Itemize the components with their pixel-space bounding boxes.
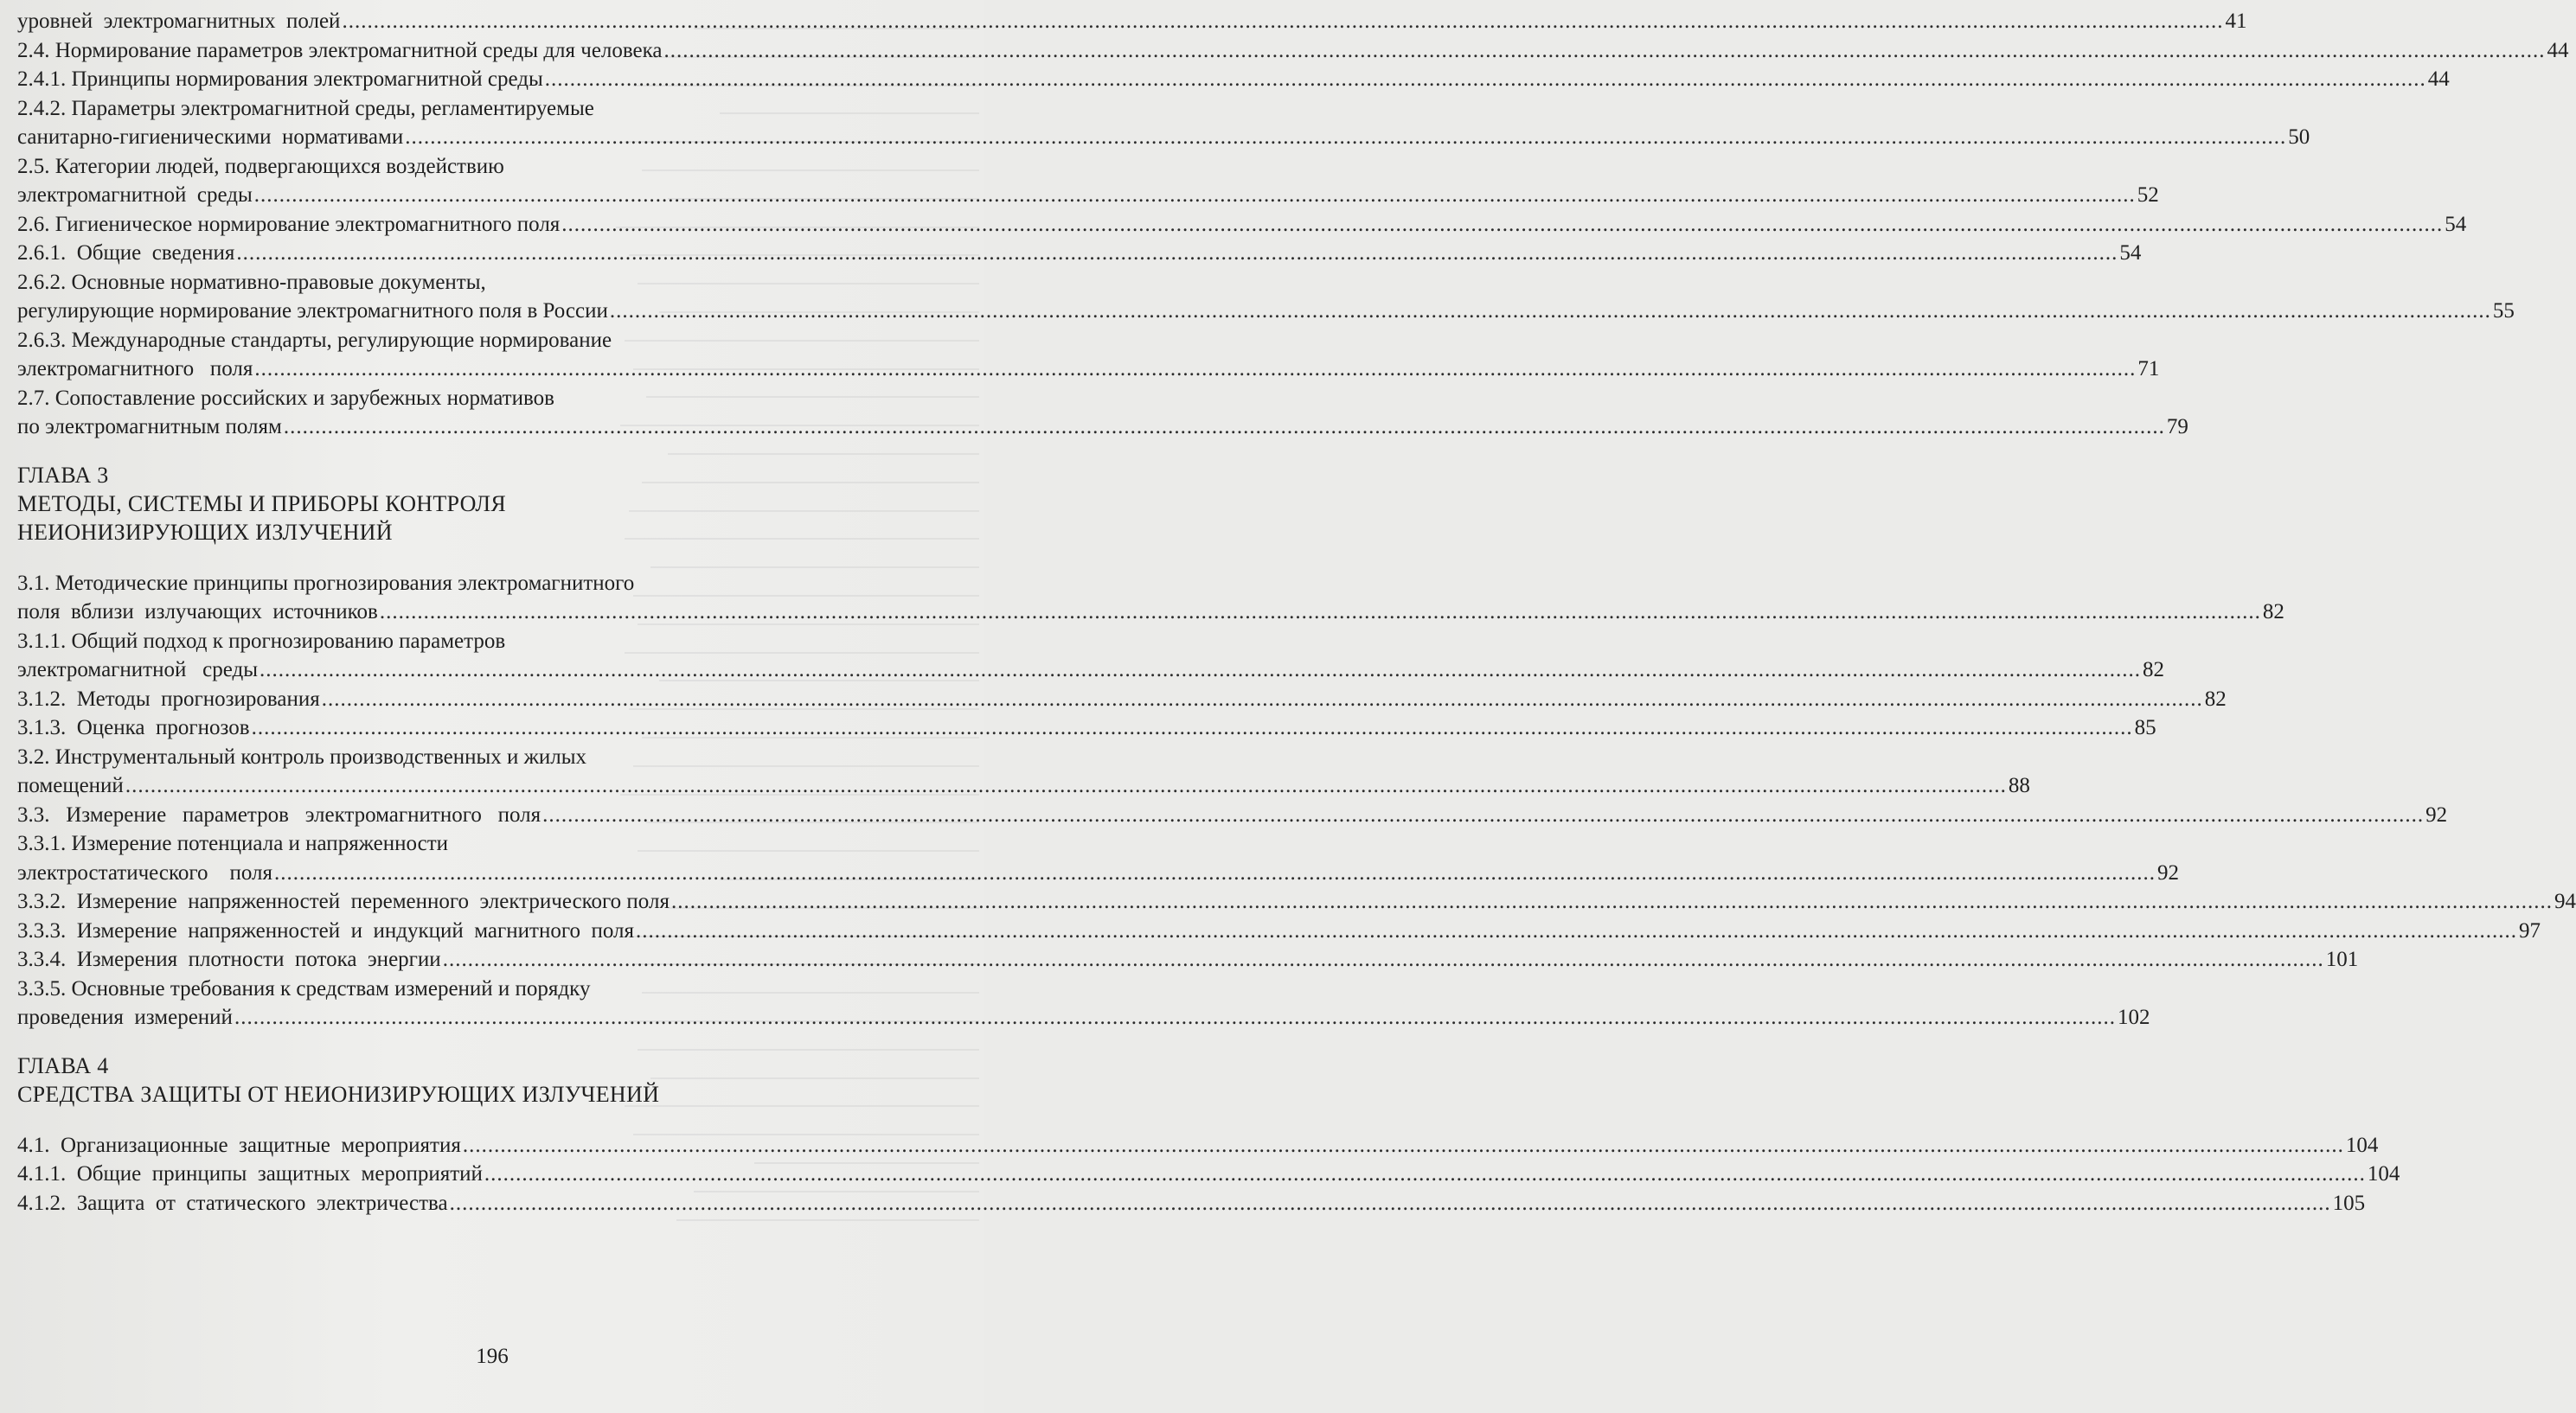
toc-entry: [17, 239, 2142, 268]
toc-entry: [17, 713, 2156, 743]
dot-leader: ............................................................................................................................................................................................................................................................................................................: [274, 860, 2156, 885]
dot-leader: ............................................................................................................................................................................................................................................................................................................: [561, 212, 2444, 236]
dot-leader: ............................................................................................................................................................................................................................................................................................................: [342, 10, 2224, 33]
toc-entry: [17, 945, 2359, 975]
toc-entry-title: поля вблизи излучающих источников: [17, 600, 378, 623]
toc-entry-title: 2.6.1. Общие сведения: [17, 241, 235, 265]
toc-entry: [17, 1189, 2366, 1218]
toc-entry: [17, 655, 2164, 685]
chapter-3-label: ГЛАВА 3: [17, 462, 109, 488]
toc-entry-page-number: 44: [2427, 67, 2450, 91]
dot-leader: ............................................................................................................................................................................................................................................................................................................: [321, 687, 2203, 711]
toc-entry-page-number: 54: [2445, 212, 2467, 236]
dot-leader: ............................................................................................................................................................................................................................................................................................................: [283, 415, 2165, 438]
toc-entry-title: электромагнитной среды: [17, 658, 258, 681]
dot-leader: ............................................................................................................................................................................................................................................................................................................: [609, 299, 2491, 323]
toc-entry-page-number: 97: [2519, 918, 2541, 943]
dot-leader: ............................................................................................................................................................................................................................................................................................................: [251, 716, 2133, 739]
dot-leader: ............................................................................................................................................................................................................................................................................................................: [544, 67, 2426, 91]
toc-entry-title: помещений: [17, 774, 124, 797]
toc-entry: [17, 123, 2310, 152]
dot-leader: ............................................................................................................................................................................................................................................................................................................: [254, 357, 2137, 380]
toc-entry: [17, 7, 2247, 36]
toc-entry-title: 4.1.2. Защита от статического электричества: [17, 1191, 448, 1215]
chapter-3-title-line-2: НЕИОНИЗИРУЮЩИХ ИЗЛУЧЕНИЙ: [17, 519, 393, 545]
toc-entry-title: 3.3. Измерение параметров электромагнитного поля: [17, 802, 541, 827]
toc-entry-page-number: 55: [2492, 299, 2515, 323]
toc-entry-title-line: 3.1. Методические принципы прогнозирования электромагнитного: [17, 571, 635, 595]
toc-entry-page-number: 104: [2345, 1133, 2379, 1157]
dot-leader: ............................................................................................................................................................................................................................................................................................................: [234, 1006, 2116, 1029]
toc-entry: [17, 1003, 2150, 1033]
toc-entry-title: 4.1. Организационные защитные мероприятия: [17, 1133, 461, 1157]
toc-entry-title-line: 3.2. Инструментальный контроль производственных и жилых: [17, 745, 587, 769]
toc-entry-page-number: 105: [2332, 1191, 2366, 1215]
toc-entry-title: уровней электромагнитных полей: [17, 10, 341, 33]
chapter-3-title-line-1: МЕТОДЫ, СИСТЕМЫ И ПРИБОРЫ КОНТРОЛЯ: [17, 490, 506, 516]
toc-entry-title: электромагнитной среды: [17, 183, 253, 207]
toc-entry: [17, 917, 2541, 946]
toc-entry: [17, 887, 2576, 917]
toc-entry-title: 2.6. Гигиеническое нормирование электромагнитного поля: [17, 212, 561, 236]
toc-entry-title-line: 2.5. Категории людей, подвергающихся воздействию: [17, 154, 504, 178]
toc-section-chapter3: [17, 569, 2576, 1033]
toc-entry-page-number: 54: [2119, 241, 2142, 265]
toc-entry: [17, 412, 2188, 442]
dot-leader: ............................................................................................................................................................................................................................................................................................................: [670, 890, 2553, 913]
toc-entry: [17, 1131, 2379, 1160]
dot-leader: ............................................................................................................................................................................................................................................................................................................: [663, 38, 2546, 62]
toc-entry-title-line: 2.4.2. Параметры электромагнитной среды, регламентируемые: [17, 96, 594, 120]
toc-entry-title: 2.4.1. Принципы нормирования электромагнитной среды: [17, 67, 543, 91]
toc-entry-title: электромагнитного поля: [17, 357, 253, 380]
toc-entry-title: регулирующие нормирование электромагнитного поля в России: [17, 299, 608, 323]
toc-entry-title-line: 2.6.3. Международные стандарты, регулирующие нормирование: [17, 328, 612, 352]
toc-entry: [17, 210, 2467, 240]
toc-entry-title-line: 3.3.5. Основные требования к средствам измерений и порядку: [17, 976, 591, 1001]
toc-entry-page-number: 104: [2367, 1162, 2400, 1186]
toc-entry-title: санитарно-гигиеническими нормативами: [17, 125, 404, 149]
toc-entry-page-number: 79: [2166, 415, 2188, 438]
dot-leader: ............................................................................................................................................................................................................................................................................................................: [462, 1133, 2344, 1157]
toc-entry: [17, 1160, 2400, 1189]
toc-entry-page-number: 92: [2157, 860, 2180, 885]
toc-entry-page-number: 82: [2262, 600, 2284, 623]
toc-entry-page-number: 94: [2554, 890, 2576, 913]
dot-leader: ............................................................................................................................................................................................................................................................................................................: [253, 183, 2136, 207]
toc-entry: [17, 771, 2030, 801]
toc-entry: [17, 181, 2159, 210]
toc-section-chapter2-continued: [17, 7, 2569, 442]
toc-entry-title-line: 2.6.2. Основные нормативно-правовые документы,: [17, 270, 486, 294]
toc-entry-title: электростатического поля: [17, 860, 273, 885]
dot-leader: ............................................................................................................................................................................................................................................................................................................: [542, 802, 2425, 827]
dot-leader: ............................................................................................................................................................................................................................................................................................................: [125, 774, 2007, 797]
toc-entry: [17, 297, 2515, 326]
toc-entry-title: 4.1.1. Общие принципы защитных мероприятий: [17, 1162, 483, 1186]
dot-leader: ............................................................................................................................................................................................................................................................................................................: [379, 600, 2261, 623]
toc-entry-title: 3.3.2. Измерение напряженностей переменного электрического поля: [17, 890, 670, 913]
toc-entry-page-number: 88: [2008, 774, 2030, 797]
toc-entry-title: 3.1.3. Оценка прогнозов: [17, 716, 250, 739]
toc-entry: [17, 801, 2448, 830]
dot-leader: ............................................................................................................................................................................................................................................................................................................: [260, 658, 2141, 681]
chapter-4-label: ГЛАВА 4: [17, 1052, 109, 1078]
dot-leader: ............................................................................................................................................................................................................................................................................................................: [484, 1162, 2366, 1186]
dot-leader: ............................................................................................................................................................................................................................................................................................................: [405, 125, 2287, 149]
toc-entry: [17, 685, 2227, 714]
toc-entry: [17, 355, 2160, 384]
toc-entry-title-line: 3.1.1. Общий подход к прогнозированию параметров: [17, 629, 506, 653]
toc-entry-page-number: 44: [2547, 38, 2569, 62]
table-of-contents: [17, 7, 2576, 1218]
page-number: 196: [476, 1345, 509, 1368]
chapter-4-title: СРЕДСТВА ЗАЩИТЫ ОТ НЕИОНИЗИРУЮЩИХ ИЗЛУЧЕНИЙ: [17, 1081, 660, 1107]
toc-entry-title-line: 2.7. Сопоставление российских и зарубежных нормативов: [17, 386, 554, 410]
toc-entry-page-number: 41: [2225, 10, 2247, 33]
toc-entry-page-number: 52: [2137, 183, 2159, 207]
toc-entry-title-line: 3.3.1. Измерение потенциала и напряженности: [17, 832, 449, 855]
toc-entry-title: 2.4. Нормирование параметров электромагнитной среды для человека: [17, 38, 663, 62]
toc-entry-page-number: 71: [2137, 357, 2160, 380]
toc-entry: [17, 65, 2450, 94]
dot-leader: ............................................................................................................................................................................................................................................................................................................: [636, 918, 2517, 943]
toc-entry-page-number: 85: [2134, 716, 2156, 739]
dot-leader: ............................................................................................................................................................................................................................................................................................................: [442, 948, 2324, 971]
toc-entry-title: по электромагнитным полям: [17, 415, 282, 438]
dot-leader: ............................................................................................................................................................................................................................................................................................................: [449, 1191, 2331, 1215]
toc-entry-page-number: 102: [2117, 1006, 2150, 1029]
dot-leader: ............................................................................................................................................................................................................................................................................................................: [236, 241, 2118, 265]
toc-section-chapter4: [17, 1131, 2400, 1218]
toc-entry-page-number: 50: [2288, 125, 2310, 149]
toc-entry-page-number: 92: [2425, 802, 2448, 827]
toc-entry-title: 3.1.2. Методы прогнозирования: [17, 687, 320, 711]
toc-entry-page-number: 101: [2325, 948, 2359, 971]
toc-entry-page-number: 82: [2143, 658, 2164, 681]
toc-entry-title: 3.3.4. Измерения плотности потока энергии: [17, 948, 441, 971]
bleed-line: [676, 1219, 979, 1221]
toc-entry: [17, 598, 2284, 627]
toc-entry-page-number: 82: [2204, 687, 2227, 711]
toc-entry-title: 3.3.3. Измерение напряженностей и индукций магнитного поля: [17, 918, 634, 943]
toc-entry-title: проведения измерений: [17, 1006, 233, 1029]
toc-entry: [17, 859, 2180, 888]
toc-entry: [17, 36, 2569, 66]
